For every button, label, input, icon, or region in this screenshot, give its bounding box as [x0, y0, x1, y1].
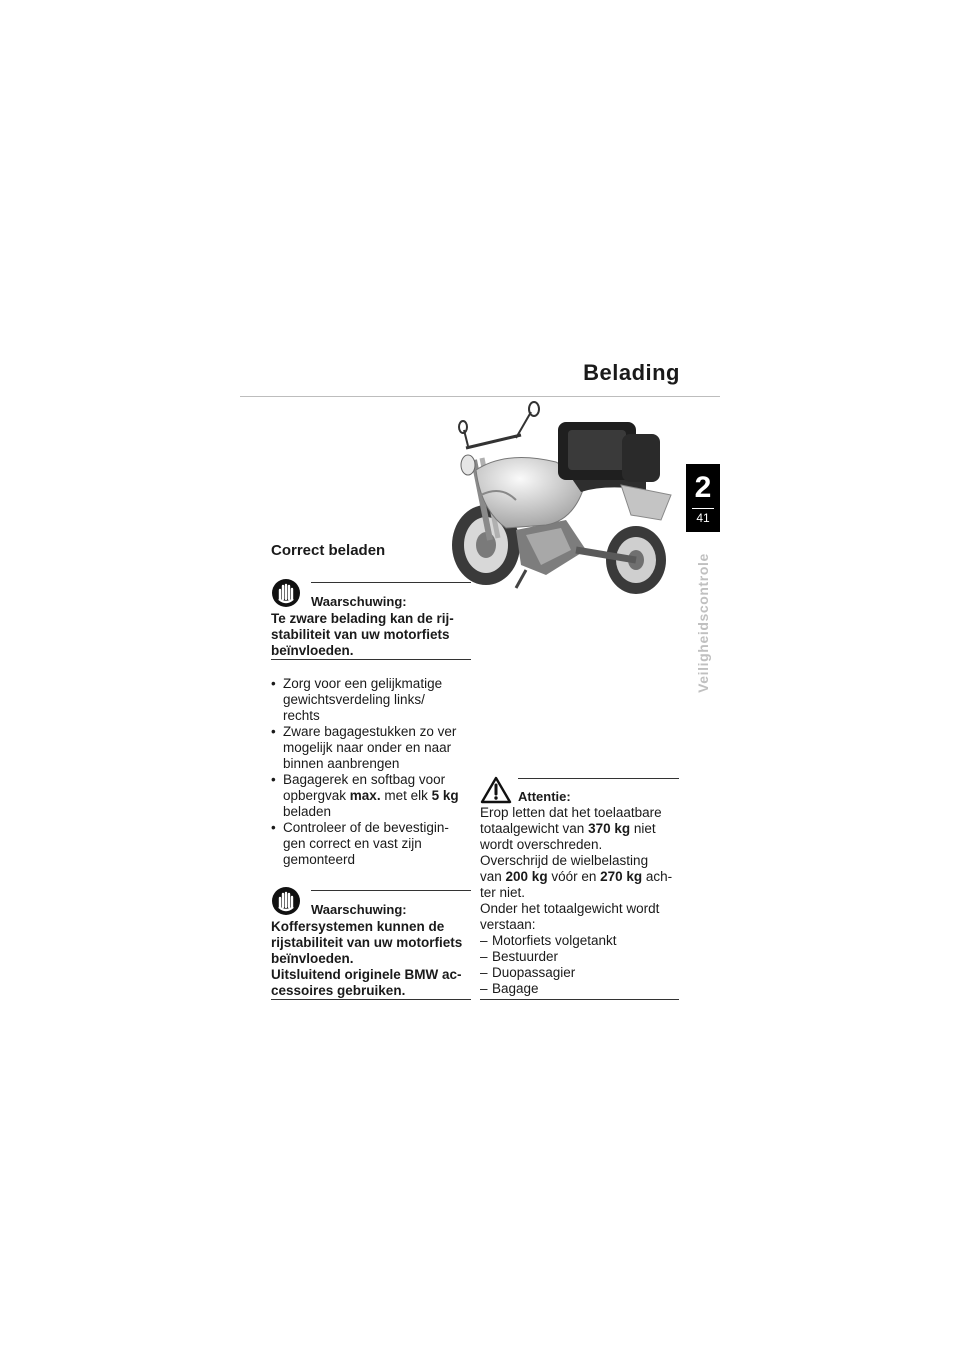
list-item: – Motorfiets volgetankt [480, 933, 685, 949]
total-weight-list [480, 933, 685, 997]
warning-bottom-rule [271, 659, 471, 660]
list-item: • Zorg voor een gelijkmatige gewichtsverdeling links/ rechts [271, 676, 476, 724]
stop-hand-icon [271, 886, 301, 916]
list-item: – Bestuurder [480, 949, 685, 965]
warning-line: beïnvloeden. [271, 643, 354, 658]
page-number: 41 [696, 511, 710, 525]
chapter-tab [686, 464, 720, 532]
page-title: Belading [583, 360, 680, 385]
motorcycle-illustration [446, 400, 686, 600]
warning-bottom-rule [271, 999, 471, 1000]
warning-line: cessoires gebruiken. [271, 983, 406, 998]
list-item: • Controleer of de bevestigin- gen correct en vast zijn gemonteerd [271, 820, 476, 868]
list-item: • Zware bagagestukken zo ver mogelijk naar onder en naar binnen aanbrengen [271, 724, 476, 772]
warning-line: rijstabiliteit van uw motorfiets [271, 935, 463, 950]
loading-instructions-list [271, 676, 476, 868]
warning-title: Waarschuwing: [311, 902, 407, 917]
chapter-side-label: Veiligheidscontrole [695, 553, 711, 693]
warning-line: stabiliteit van uw motorfiets [271, 627, 450, 642]
attention-bottom-rule [480, 999, 679, 1000]
list-item: – Duopassagier [480, 965, 685, 981]
attention-top-rule [518, 778, 679, 779]
stop-hand-icon [271, 578, 301, 608]
list-item: • Bagagerek en softbag voor opbergvak max. met elk 5 kg beladen [271, 772, 476, 820]
warning-triangle-icon [480, 776, 512, 804]
warning-text [271, 611, 476, 659]
warning-title: Waarschuwing: [311, 594, 407, 609]
attention-text: Erop letten dat het toelaatbare totaalgewicht van 370 kg niet wordt overschreden. Overschrijd de wielbelasting van 200 kg vóór en 270 kg ach- ter niet. Onder het totaalgewicht wordt verstaan: – Motorfiets volgetankt – Bestuurder – Duopassagier – Bagage [480, 805, 685, 997]
list-item: – Bagage [480, 981, 685, 997]
attention-title: Attentie: [518, 789, 571, 804]
warning-top-rule [311, 582, 471, 583]
chapter-number: 2 [694, 471, 712, 504]
warning-line: Uitsluitend originele BMW ac- [271, 967, 462, 982]
warning-text [271, 919, 476, 999]
warning-line: beïnvloeden. [271, 951, 354, 966]
header-rule [240, 396, 720, 397]
warning-line: Te zware belading kan de rij- [271, 611, 454, 626]
warning-top-rule [311, 890, 471, 891]
warning-line: Koffersystemen kunnen de [271, 919, 445, 934]
section-heading: Correct beladen [271, 542, 386, 559]
